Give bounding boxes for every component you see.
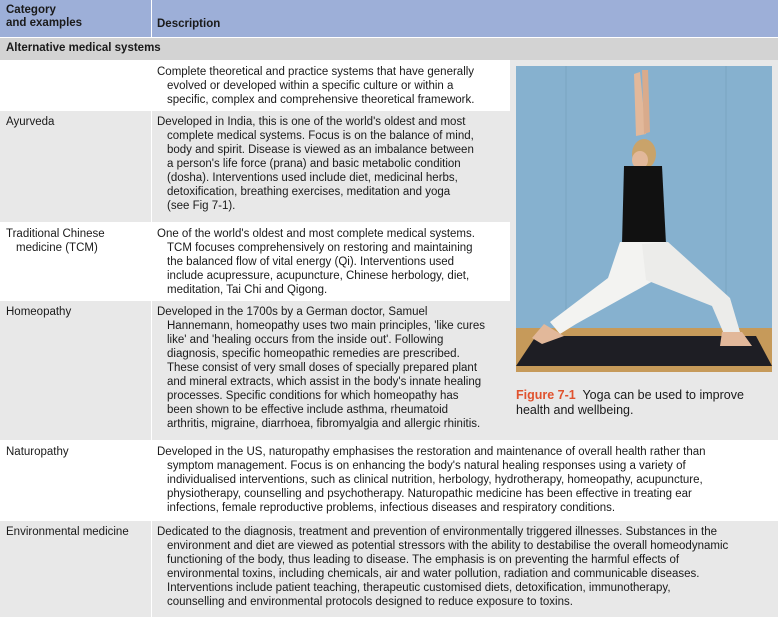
column-divider [151,223,152,301]
figure-panel [510,60,778,438]
row-description: Dedicated to the diagnosis, treatment and prevention of environmentally triggered illnesses. Substances in the environment and diet are viewed as potential stressors with the ability to destabilise the overall homeodynamic functioning of the body, thus leading to disease. The emphasis is on preventing the harmful effects of environmental toxins, including chemicals, air and water pollution, radiation and communicable diseases. Interventions include patient teaching, therapeutic customised diets, detoxification, immunotherapy, counselling and environmental protocols designed to reduce exposure to toxins. [157,526,729,608]
column-divider [151,521,152,617]
figure-caption [516,388,772,418]
header-category: Category and examples [6,4,83,29]
header-divider [151,0,152,37]
table-row [0,520,778,617]
row-label: Naturopathy [6,446,69,458]
row-label: Ayurveda [6,116,55,128]
table-row [0,440,778,521]
row-description: Developed in the 1700s by a German doctor, Samuel Hannemann, homeopathy uses two main principles, 'like cures like' and 'healing occurs from the inside out'. Following diagnosis, specific homeopathic remedies are prescribed. These consist of very small doses of specially prepared plant and mineral extracts, which assist in the body's innate healing processes. Specific conditions for which homeopathy has been shown to be effective include asthma, rheumatoid arthritis, migraine, diarrhoea, fibromyalgia and allergic rhinitis. [157,306,485,430]
column-divider [151,61,152,111]
row-description: Developed in India, this is one of the world's oldest and most complete medical systems. Focus is on the balance of mind, body and spirit. Disease is viewed as an imbalance between a person's life force (prana) and basic metabolic condition (dosha). Interventions used include diet, medicinal herbs, detoxification, breathing exercises, meditation and yoga (see Fig 7-1). [157,116,474,212]
row-description: Developed in the US, naturopathy emphasises the restoration and maintenance of overall health rather than symptom management. Focus is on enhancing the body's natural healing responses using a variety of individualised interventions, such as clinical nutrition, herbology, hydrotherapy, homeopathy, acupuncture, physiotherapy, counselling and psychotherapy. Naturopathic medicine has been effective in treating ear infections, female reproductive problems, infectious diseases and respiratory conditions. [157,446,706,514]
column-divider [151,441,152,521]
section-heading [0,38,778,60]
black-top [622,166,666,244]
yoga-illustration [516,66,772,372]
row-description: One of the world's oldest and most complete medical systems. TCM focuses comprehensively on restoring and maintaining the balanced flow of vital energy (Qi). Interventions used include acupressure, acupuncture, Chinese herbology, diet, meditation, Tai Chi and Qigong. [157,228,475,296]
row-label: Environmental medicine [6,526,129,538]
row-label: Traditional Chinese medicine (TCM) [6,228,105,254]
section-title: Alternative medical systems [6,42,161,54]
figure-label: Figure 7-1 [516,388,576,402]
column-divider [151,301,152,441]
row-label: Homeopathy [6,306,72,318]
row-description: Complete theoretical and practice systems that have generally evolved or developed within a specific culture or within a specific, complex and comprehensive theoretical framework. [157,66,475,106]
table-header [0,0,778,37]
header-description: Description [157,18,221,30]
figure-caption-text: Yoga can be used to improve health and wellbeing. [516,388,744,417]
column-divider [151,111,152,223]
yoga-photo [516,66,772,372]
